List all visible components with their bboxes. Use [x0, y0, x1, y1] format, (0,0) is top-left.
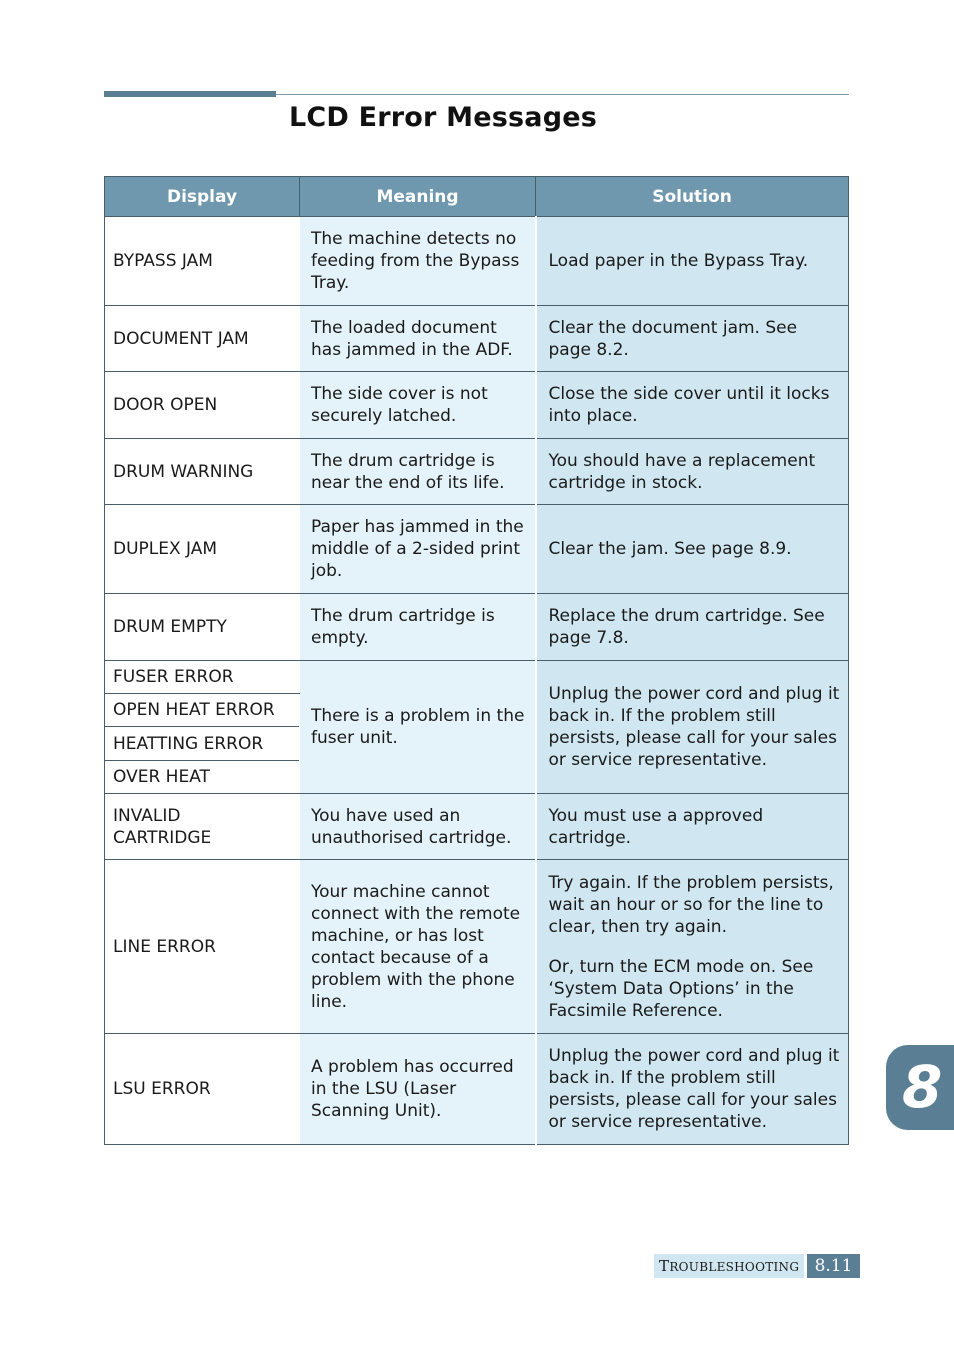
- footer-section-label: [654, 1254, 804, 1278]
- column-header-solution: Solution: [536, 177, 849, 217]
- chapter-tab: [886, 1045, 954, 1130]
- chapter-number: 8: [902, 1053, 943, 1121]
- meaning-cell: There is a problem in the fuser unit.: [300, 661, 536, 794]
- meaning-cell: A problem has occurred in the LSU (Laser Scanning Unit).: [300, 1034, 536, 1145]
- table-row: [105, 372, 849, 439]
- solution-cell: Load paper in the Bypass Tray.: [536, 217, 849, 306]
- solution-cell: Unplug the power cord and plug it back in. If the problem still persists, please call for your sales or service representative.: [536, 1034, 849, 1145]
- table-row: [105, 860, 849, 1034]
- table-row: [105, 306, 849, 372]
- display-cell: DOOR OPEN: [105, 372, 300, 439]
- meaning-cell: The machine detects no feeding from the Bypass Tray.: [300, 217, 536, 306]
- meaning-cell: The side cover is not securely latched.: [300, 372, 536, 439]
- meaning-cell: Your machine cannot connect with the remote machine, or has lost contact because of a problem with the phone line.: [300, 860, 536, 1034]
- solution-cell: Try again. If the problem persists, wait an hour or so for the line to clear, then try again. Or, turn the ECM mode on. See ‘System Data Options’ in the Facsimile Reference.: [536, 860, 849, 1034]
- header-rule-thin: [276, 94, 849, 95]
- table-row: [105, 794, 849, 860]
- solution-cell: Clear the document jam. See page 8.2.: [536, 306, 849, 372]
- table-row: [105, 1034, 849, 1145]
- page-title: LCD Error Messages: [289, 102, 598, 133]
- footer-page-number: 8.11: [807, 1254, 860, 1278]
- display-cell: BYPASS JAM: [105, 217, 300, 306]
- display-cell: INVALID CARTRIDGE: [105, 794, 300, 860]
- table-row: [105, 505, 849, 594]
- solution-cell: You should have a replacement cartridge in stock.: [536, 439, 849, 505]
- display-cell: HEATTING ERROR: [105, 727, 300, 761]
- solution-cell: Close the side cover until it locks into place.: [536, 372, 849, 439]
- display-cell: OVER HEAT: [105, 761, 300, 794]
- display-cell: FUSER ERROR: [105, 661, 300, 694]
- column-header-meaning: Meaning: [300, 177, 536, 217]
- paragraph-gap: [549, 938, 841, 956]
- header-rule-thick: [104, 91, 276, 97]
- table-row: [105, 439, 849, 505]
- table-row: [105, 217, 849, 306]
- display-cell: DUPLEX JAM: [105, 505, 300, 594]
- display-cell: DOCUMENT JAM: [105, 306, 300, 372]
- meaning-cell: You have used an unauthorised cartridge.: [300, 794, 536, 860]
- table-header-row: [105, 177, 849, 217]
- meaning-cell: Paper has jammed in the middle of a 2-sided print job.: [300, 505, 536, 594]
- display-cell: LINE ERROR: [105, 860, 300, 1034]
- meaning-cell: The loaded document has jammed in the ADF.: [300, 306, 536, 372]
- display-cell: OPEN HEAT ERROR: [105, 694, 300, 727]
- column-header-display: Display: [105, 177, 300, 217]
- display-cell: DRUM EMPTY: [105, 594, 300, 661]
- solution-cell: You must use a approved cartridge.: [536, 794, 849, 860]
- meaning-cell: The drum cartridge is near the end of its life.: [300, 439, 536, 505]
- table-row: [105, 661, 849, 694]
- error-messages-table: [104, 176, 849, 1145]
- solution-cell: Clear the jam. See page 8.9.: [536, 505, 849, 594]
- solution-cell: Unplug the power cord and plug it back in. If the problem still persists, please call for your sales or service representative.: [536, 661, 849, 794]
- footer-section-initial: T: [659, 1257, 670, 1275]
- meaning-cell: The drum cartridge is empty.: [300, 594, 536, 661]
- display-cell: LSU ERROR: [105, 1034, 300, 1145]
- footer-section-rest: ROUBLESHOOTING: [669, 1260, 800, 1274]
- table-row: [105, 594, 849, 661]
- solution-cell: Replace the drum cartridge. See page 7.8.: [536, 594, 849, 661]
- display-cell: DRUM WARNING: [105, 439, 300, 505]
